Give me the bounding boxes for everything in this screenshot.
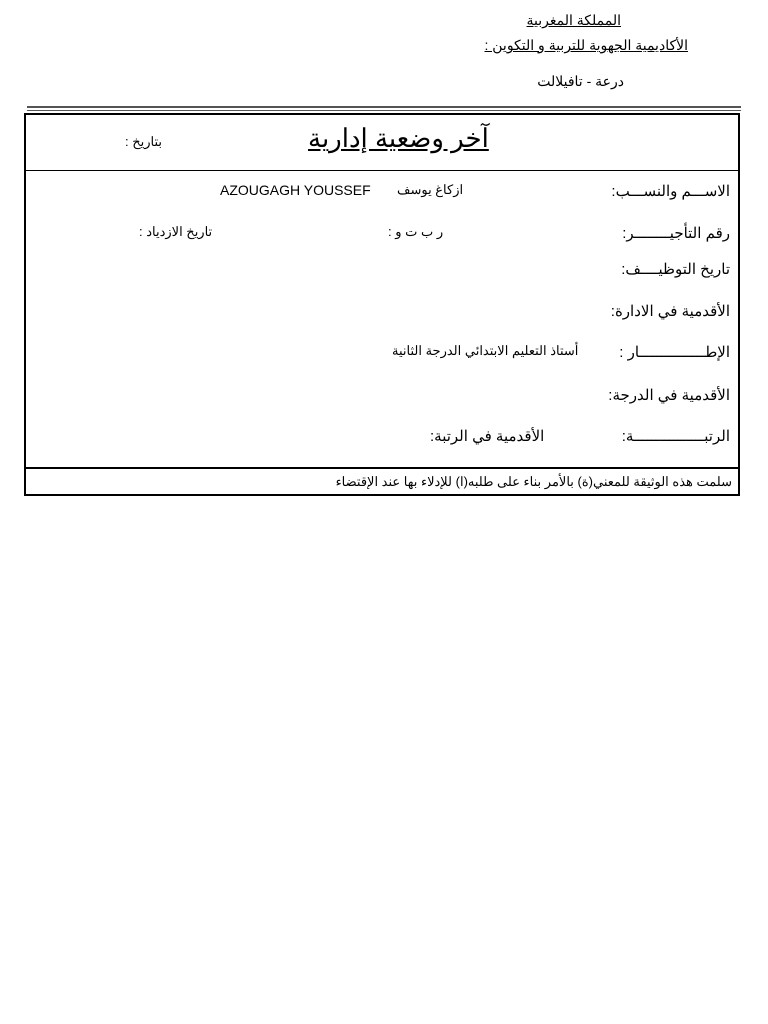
status-form bbox=[24, 113, 740, 496]
kingdom-heading: المملكة المغربية bbox=[526, 12, 621, 28]
date-label: بتاريخ : bbox=[125, 134, 163, 149]
name-latin-value: AZOUGAGH YOUSSEF bbox=[220, 182, 371, 198]
grade-label: الإطـــــــــــــــار : bbox=[619, 344, 730, 361]
region-heading: درعة - تافيلالت bbox=[537, 73, 624, 89]
header-rule-top bbox=[27, 106, 741, 108]
hire-date-label: تاريخ التوظيــــف: bbox=[621, 261, 730, 278]
title-divider bbox=[26, 170, 738, 171]
registration-label: رقم التأجيــــــــر: bbox=[622, 225, 730, 242]
seniority-admin-label: الأقدمية في الادارة: bbox=[610, 303, 730, 320]
footer-note: سلمت هذه الوثيقة للمعني(ة) بالأمر بناء على طلبه(ا) للإدلاء بها عند الإقتضاء bbox=[335, 474, 732, 489]
footer-divider bbox=[26, 467, 738, 469]
seniority-rank-label: الأقدمية في الرتبة: bbox=[430, 428, 545, 445]
name-arabic-value: ازكاغ يوسف bbox=[397, 182, 464, 197]
seniority-degree-label: الأقدمية في الدرجة: bbox=[608, 387, 730, 404]
rank-label: الرتبــــــــــــــــة: bbox=[621, 428, 730, 445]
grade-value: أستاذ التعليم الابتدائي الدرجة الثانية bbox=[392, 343, 579, 358]
registration-value: ر ب ت و : bbox=[388, 224, 444, 239]
academy-heading: الأكاديمية الجهوية للتربية و التكوين : bbox=[484, 37, 688, 53]
form-title: آخر وضعية إدارية bbox=[308, 123, 489, 153]
birth-date-label: تاريخ الازدياد : bbox=[139, 224, 213, 239]
header-rule-bottom bbox=[27, 110, 741, 111]
name-label: الاســـم والنســـب: bbox=[611, 183, 730, 200]
